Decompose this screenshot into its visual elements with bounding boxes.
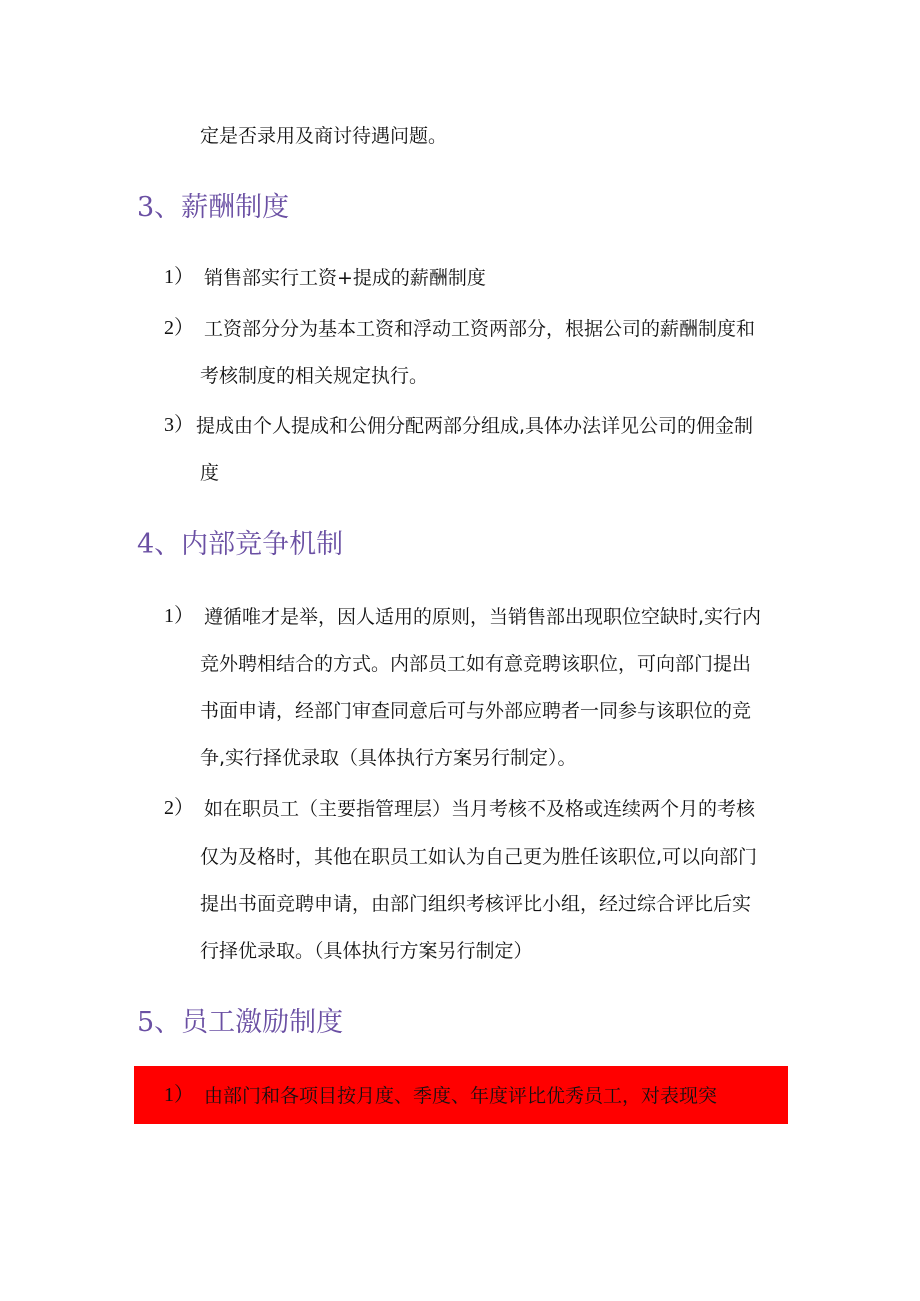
section-4-item-1-text: 遵循唯才是举，因人适用的原则，当销售部出现职位空缺时,实行内 — [204, 606, 762, 628]
section-4-item-2-text: 行择优录取。（具体执行方案另行制定） — [200, 940, 533, 962]
section-5-heading: 5、员工激励制度 — [137, 1007, 344, 1038]
section-3-item-3-text: 提成由个人提成和公佣分配两部分组成,具体办法详见公司的佣金制 — [196, 415, 754, 437]
section-3-item-3-number: 3） — [164, 414, 194, 436]
continuation-text: 定是否录用及商讨待遇问题。 — [200, 125, 448, 147]
section-4-item-1-text: 争,实行择优录取（具体执行方案另行制定）。 — [200, 747, 577, 769]
section-3-item-2-number: 2） — [164, 317, 194, 339]
section-3-heading: 3、薪酬制度 — [137, 192, 290, 223]
section-4-item-1-number: 1） — [164, 605, 194, 627]
section-4-heading: 4、内部竞争机制 — [137, 529, 344, 560]
section-4-item-2-number: 2） — [164, 797, 194, 819]
section-4-item-1-text: 书面申请，经部门审查同意后可与外部应聘者一同参与该职位的竞 — [200, 700, 752, 722]
section-3-item-1-text: 销售部实行工资+提成的薪酬制度 — [204, 267, 486, 289]
section-3-item-2-text: 工资部分分为基本工资和浮动工资两部分，根据公司的薪酬制度和 — [204, 318, 756, 340]
section-3-item-2-text: 考核制度的相关规定执行。 — [200, 365, 429, 387]
section-4-item-2-text: 提出书面竞聘申请，由部门组织考核评比小组，经过综合评比后实 — [200, 893, 752, 915]
section-3-item-1-number: 1） — [164, 266, 194, 288]
section-5-item-1-number: 1） — [164, 1084, 194, 1106]
section-3-item-3-text: 度 — [200, 462, 220, 484]
section-4-item-1-text: 竞外聘相结合的方式。内部员工如有意竞聘该职位，可向部门提出 — [200, 653, 752, 675]
section-4-item-2-text: 仅为及格时，其他在职员工如认为自己更为胜任该职位,可以向部门 — [200, 846, 758, 868]
section-4-item-2-text: 如在职员工（主要指管理层）当月考核不及格或连续两个月的考核 — [204, 798, 756, 820]
section-5-item-1-text: 由部门和各项目按月度、季度、年度评比优秀员工，对表现突 — [204, 1085, 718, 1107]
